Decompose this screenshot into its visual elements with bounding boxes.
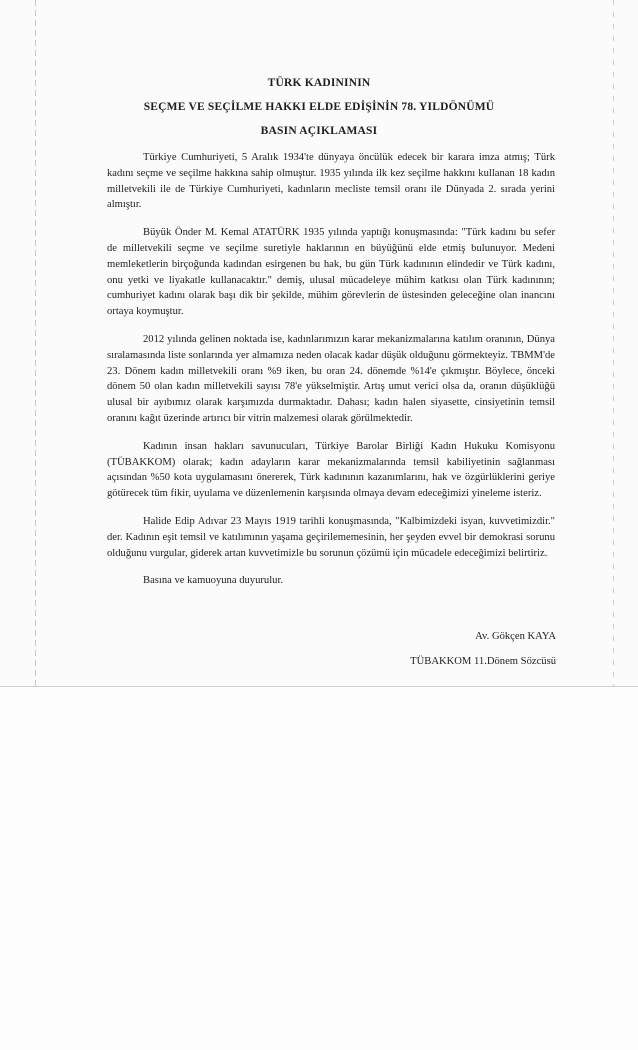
paragraph-4: Kadının insan hakları savunucuları, Türkiye Barolar Birliği Kadın Hukuku Komisyonu (TÜBAKKOM) olarak; kadın adayların karar mekanizmalarında temsil kabiliyetinin sağlanması açısından %50 kota uygulamasını önererek, Türk kadınının kazanımlarını, hak ve özgürlüklerini geriye götürecek tüm fikir, uyulama ve düzenlemenin karşısında olmaya devam edeceğimizi yineleme isteriz. bbox=[107, 440, 555, 500]
document-subtitle: SEÇME VE SEÇİLME HAKKI ELDE EDİŞİNİN 78. YILDÖNÜMÜ bbox=[143, 101, 495, 113]
document-title: TÜRK KADINININ bbox=[267, 77, 371, 89]
paragraph-2: Büyük Önder M. Kemal ATATÜRK 1935 yılında yaptığı konuşmasında: "Türk kadını bu sefer de milletvekili seçme ve seçilme suretiyle haklarının en büyüğünü elde etmiş bulunuyor. Medeni memleketlerin birçoğunda kadından esirgenen bu hak, bu gün Türk kadınının elindedir ve Türk kadını, onu yetki ve liyakatle kullanacaktır." demiş, ulusal mücadeleye mühim katkısı olan Türk kadınının; cumhuriyet kadını olarak başı dik bir şekilde, mühim görevlerin de üstesinden geleceğine olan inancını ortaya koymuştur. bbox=[107, 227, 555, 318]
closing-line: Basına ve kamuoyuna duyurulur. bbox=[143, 575, 284, 587]
signature-name: Av. Gökçen KAYA bbox=[475, 631, 556, 642]
signature-title: TÜBAKKOM 11.Dönem Sözcüsü bbox=[410, 656, 556, 667]
paragraph-3: 2012 yılında gelinen noktada ise, kadınlarımızın karar mekanizmalarına katılım oranının, Dünya sıralamasında liste sonlarında yer almamıza neden olacak kadar düşük olduğunu görmekteyiz. TBMM'de 23. Dönem kadın milletvekili oranı %9 iken, bu oran 24. dönemde %14'e çıkmıştır. Böylece, önceki dönem 50 olan kadın milletvekili sayısı 78'e yükselmiştir. Artış umut verici olsa da, oranın düşüklüğü ulusal bir ayıbımız olarak karşımızda durmaktadır. Dahası; kadın halen siyasette, cinsiyetinin temsil oranını kağıt üzerinde artırıcı bir vitrin malzemesi olarak görülmektedir. bbox=[107, 333, 555, 424]
document-type-heading: BASIN AÇIKLAMASI bbox=[260, 125, 378, 137]
document-body bbox=[107, 150, 555, 601]
blank-scan-area bbox=[0, 687, 638, 1050]
paragraph-1: Türkiye Cumhuriyeti, 5 Aralık 1934'te dünyaya öncülük edecek bir karara imza atmış; Türk kadını seçme ve seçilme hakkına sahip olmuştur. 1935 yılında ilk kez seçilme hakkını kullanan 18 kadın milletvekili ile de Türkiye Cumhuriyeti, kadınların mecliste temsil oranı ile Dünyada 2. sırada yerini almıştır. bbox=[107, 152, 555, 211]
paragraph-5: Halide Edip Adıvar 23 Mayıs 1919 tarihli konuşmasında, "Kalbimizdeki isyan, kuvvetimizdir." der. Kadının eşit temsil ve katılımının yaşama geçirilememesinin, her şeyden evvel bir demokrasi sorunu olduğunu vurgular, giderek artan kuvvetimizle bu sorunun çözümü için mücadele edeceğimizi belirtiriz. bbox=[107, 515, 555, 559]
